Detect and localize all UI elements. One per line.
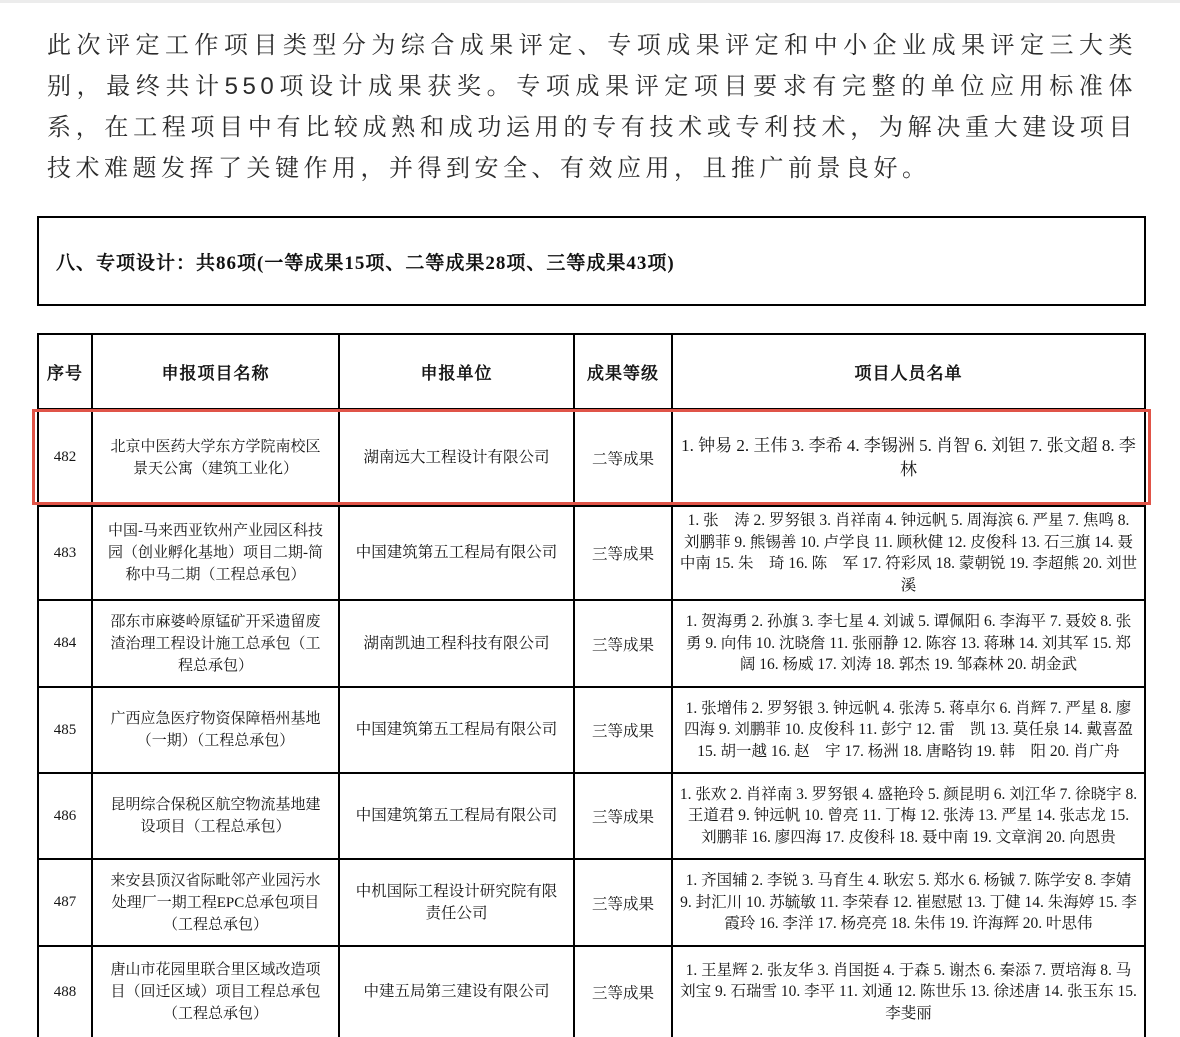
cell-project-484: 邵东市麻婆岭原锰矿开采遗留废渣治理工程设计施工总承包（工程总承包） <box>92 600 339 687</box>
cell-project-488: 唐山市花园里联合里区域改造项目（回迁区域）项目工程总承包（工程总承包） <box>92 946 339 1037</box>
cell-index-486: 486 <box>38 773 92 859</box>
col-header-index: 序号 <box>38 334 92 409</box>
cell-grade-484: 三等成果 <box>574 600 672 687</box>
cell-personnel-483: 1. 张 涛 2. 罗努银 3. 肖祥南 4. 钟远帆 5. 周海滨 6. 严星 7. 焦鸣 8. 刘鹏菲 9. 熊锡善 10. 卢学良 11. 顾秋健 12. 皮俊科 13. 石三旗 14. 聂中南 15. 朱 琦 16. 陈 军 17. 符彩凤 18. 蒙朝锐 19. 李超熊 20. 刘世溪 <box>672 506 1145 600</box>
cell-index-488: 488 <box>38 946 92 1037</box>
cell-grade-488: 三等成果 <box>574 946 672 1037</box>
cell-unit-488: 中建五局第三建设有限公司 <box>339 946 574 1037</box>
cell-project-485: 广西应急医疗物资保障梧州基地（一期）（工程总承包） <box>92 687 339 773</box>
cell-grade-486: 三等成果 <box>574 773 672 859</box>
cell-index-485: 485 <box>38 687 92 773</box>
cell-index-483: 483 <box>38 506 92 600</box>
cell-index-487: 487 <box>38 859 92 946</box>
cell-index-484: 484 <box>38 600 92 687</box>
cell-unit-483: 中国建筑第五工程局有限公司 <box>339 506 574 600</box>
cell-project-483: 中国-马来西亚钦州产业园区科技园（创业孵化基地）项目二期-简称中马二期（工程总承包） <box>92 506 339 600</box>
cell-project-482: 北京中医药大学东方学院南校区景天公寓（建筑工业化） <box>92 409 339 506</box>
col-header-project: 申报项目名称 <box>92 334 339 409</box>
cell-grade-483: 三等成果 <box>574 506 672 600</box>
cell-unit-487: 中机国际工程设计研究院有限责任公司 <box>339 859 574 946</box>
table-header-row <box>38 334 1145 409</box>
col-header-unit: 申报单位 <box>339 334 574 409</box>
section-header-text: 八、专项设计：共86项(一等成果15项、二等成果28项、三等成果43项) <box>56 252 675 274</box>
cell-project-487: 来安县顶汉省际毗邻产业园污水处理厂一期工程EPC总承包项目（工程总承包） <box>92 859 339 946</box>
cell-personnel-486: 1. 张欢 2. 肖祥南 3. 罗努银 4. 盛艳玲 5. 颜昆明 6. 刘江华 7. 徐晓宇 8. 王道君 9. 钟远帆 10. 曾亮 11. 丁梅 12. 张涛 13. 严星 14. 张志龙 15. 刘鹏菲 16. 廖四海 17. 皮俊科 18. 聂中南 19. 文章润 20. 向恩贵 <box>672 773 1145 859</box>
col-header-personnel: 项目人员名单 <box>672 334 1145 409</box>
cell-grade-487: 三等成果 <box>574 859 672 946</box>
col-header-grade: 成果等级 <box>574 334 672 409</box>
table-row-486 <box>38 773 1145 859</box>
cell-grade-485: 三等成果 <box>574 687 672 773</box>
section-header-box <box>37 216 1146 306</box>
intro-paragraph: 此次评定工作项目类型分为综合成果评定、专项成果评定和中小企业成果评定三大类别，最终共计550项设计成果获奖。专项成果评定项目要求有完整的单位应用标准体系，在工程项目中有比较成熟和成功运用的专有技术或专利技术，为解决重大建设项目技术难题发挥了关键作用，并得到安全、有效应用，且推广前景良好。 <box>47 32 1137 182</box>
cell-unit-484: 湖南凯迪工程科技有限公司 <box>339 600 574 687</box>
table-row-484 <box>38 600 1145 687</box>
cell-personnel-487: 1. 齐国辅 2. 李锐 3. 马育生 4. 耿宏 5. 郑水 6. 杨铖 7. 陈学安 8. 李婧 9. 封汇川 10. 苏毓敏 11. 李荣春 12. 崔慰慰 13. 丁健 14. 朱海婷 15. 李霞玲 16. 李洋 17. 杨亮亮 18. 朱伟 19. 许海辉 20. 叶思伟 <box>672 859 1145 946</box>
awards-table <box>37 333 1146 1037</box>
cell-project-486: 昆明综合保税区航空物流基地建设项目（工程总承包） <box>92 773 339 859</box>
cell-unit-485: 中国建筑第五工程局有限公司 <box>339 687 574 773</box>
cell-grade-482: 二等成果 <box>574 409 672 506</box>
table-row-482 <box>38 409 1145 506</box>
cell-index-482: 482 <box>38 409 92 506</box>
table-row-485 <box>38 687 1145 773</box>
cell-personnel-482: 1. 钟易 2. 王伟 3. 李希 4. 李锡洲 5. 肖智 6. 刘钽 7. 张文超 8. 李林 <box>672 409 1145 506</box>
cell-personnel-485: 1. 张增伟 2. 罗努银 3. 钟远帆 4. 张涛 5. 蒋卓尔 6. 肖辉 7. 严星 8. 廖四海 9. 刘鹏菲 10. 皮俊科 11. 彭宁 12. 雷 凯 13. 莫任泉 14. 戴喜盈 15. 胡一越 16. 赵 宇 17. 杨洲 18. 唐略钧 19. 韩 阳 20. 肖广舟 <box>672 687 1145 773</box>
table-row-488 <box>38 946 1145 1037</box>
table-row-487 <box>38 859 1145 946</box>
table-row-483 <box>38 506 1145 600</box>
cell-personnel-488: 1. 王星辉 2. 张友华 3. 肖国挺 4. 于森 5. 谢杰 6. 秦添 7. 贾培海 8. 马刘宝 9. 石瑞雪 10. 李平 11. 刘通 12. 陈世乐 13. 徐述唐 14. 张玉东 15. 李斐丽 <box>672 946 1145 1037</box>
cell-personnel-484: 1. 贺海勇 2. 孙旗 3. 李七星 4. 刘诚 5. 谭佩阳 6. 李海平 7. 聂姣 8. 张勇 9. 向伟 10. 沈晓詹 11. 张丽静 12. 陈容 13. 蒋琳 14. 刘其军 15. 郑阔 16. 杨威 17. 刘涛 18. 郭杰 19. 邹森林 20. 胡金武 <box>672 600 1145 687</box>
cell-unit-486: 中国建筑第五工程局有限公司 <box>339 773 574 859</box>
cell-unit-482: 湖南远大工程设计有限公司 <box>339 409 574 506</box>
